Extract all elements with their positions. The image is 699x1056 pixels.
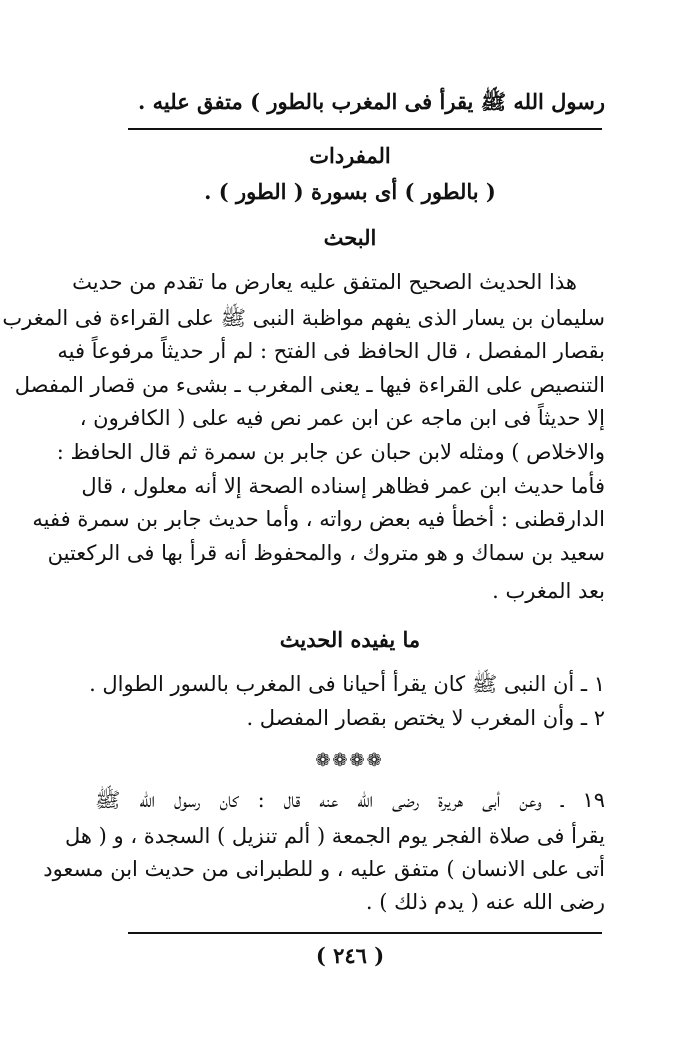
discussion-line: بعد المغرب . bbox=[492, 579, 605, 603]
hadith-line: أتى على الانسان ) متفق عليه ، و للطبرانى من حديث ابن مسعود bbox=[43, 857, 605, 881]
benefits-heading: ما يفيده الحديث bbox=[279, 627, 421, 652]
discussion-line: بقصار المفصل ، قال الحافظ فى الفتح : لم أر حديثاً مرفوعاً فيه bbox=[57, 339, 605, 363]
hadith-line: رضى الله عنه ( يدم ذلك ) . bbox=[365, 890, 605, 914]
vocab-heading: المفردات bbox=[309, 143, 391, 168]
discussion-line: الدارقطنى : أخطأ فيه بعض رواته ، وأما حديث جابر بن سمرة ففيه bbox=[32, 507, 605, 531]
section-ornament: ❁❁❁❁ bbox=[315, 750, 384, 771]
hadith-line: يقرأ فى صلاة الفجر يوم الجمعة ( ألم تنزيل ) السجدة ، و ( هل bbox=[64, 824, 605, 848]
discussion-line: والاخلاص ) ومثله لابن حبان عن جابر بن سمرة ثم قال الحافظ : bbox=[56, 440, 605, 464]
bottom-divider bbox=[128, 932, 602, 934]
page-number: ( ٢٤٦ ) bbox=[315, 943, 385, 968]
top-divider bbox=[128, 128, 602, 130]
vocab-entry: ( بالطور ) أى بسورة ( الطور ) . bbox=[204, 179, 496, 204]
benefit-item: ٢ ـ وأن المغرب لا يختص بقصار المفصل . bbox=[246, 706, 605, 730]
benefit-item: ١ ـ أن النبى ﷺ كان يقرأ أحيانا فى المغرب بالسور الطوال . bbox=[89, 672, 605, 696]
top-continuation-line: رسول الله ﷺ يقرأ فى المغرب بالطور ) متفق عليه . bbox=[138, 89, 605, 114]
discussion-line: فأما حديث ابن عمر فظاهر إسناده الصحة إلا أنه معلول ، قال bbox=[81, 474, 605, 498]
discussion-line: إلا حديثاً فى ابن ماجه عن ابن عمر نص فيه على ( الكافرون ، bbox=[79, 406, 605, 430]
discussion-line: سعيد بن سماك و هو متروك ، والمحفوظ أنه قرأ بها فى الركعتين bbox=[47, 541, 605, 565]
discussion-line: التنصيص على القراءة فيها ـ يعنى المغرب ـ بشىء من قصار المفصل bbox=[14, 373, 605, 397]
hadith-line: ١٩ ـ وعن أبى هريرة رضى الله عنه قال : كان رسول الله ﷺ bbox=[95, 788, 605, 812]
discussion-line: سليمان بن يسار الذى يفهم مواظبة النبى ﷺ على القراءة فى المغرب bbox=[2, 306, 605, 330]
discussion-heading: البحث bbox=[323, 225, 377, 250]
discussion-line: هذا الحديث الصحيح المتفق عليه يعارض ما تقدم من حديث bbox=[72, 270, 577, 294]
